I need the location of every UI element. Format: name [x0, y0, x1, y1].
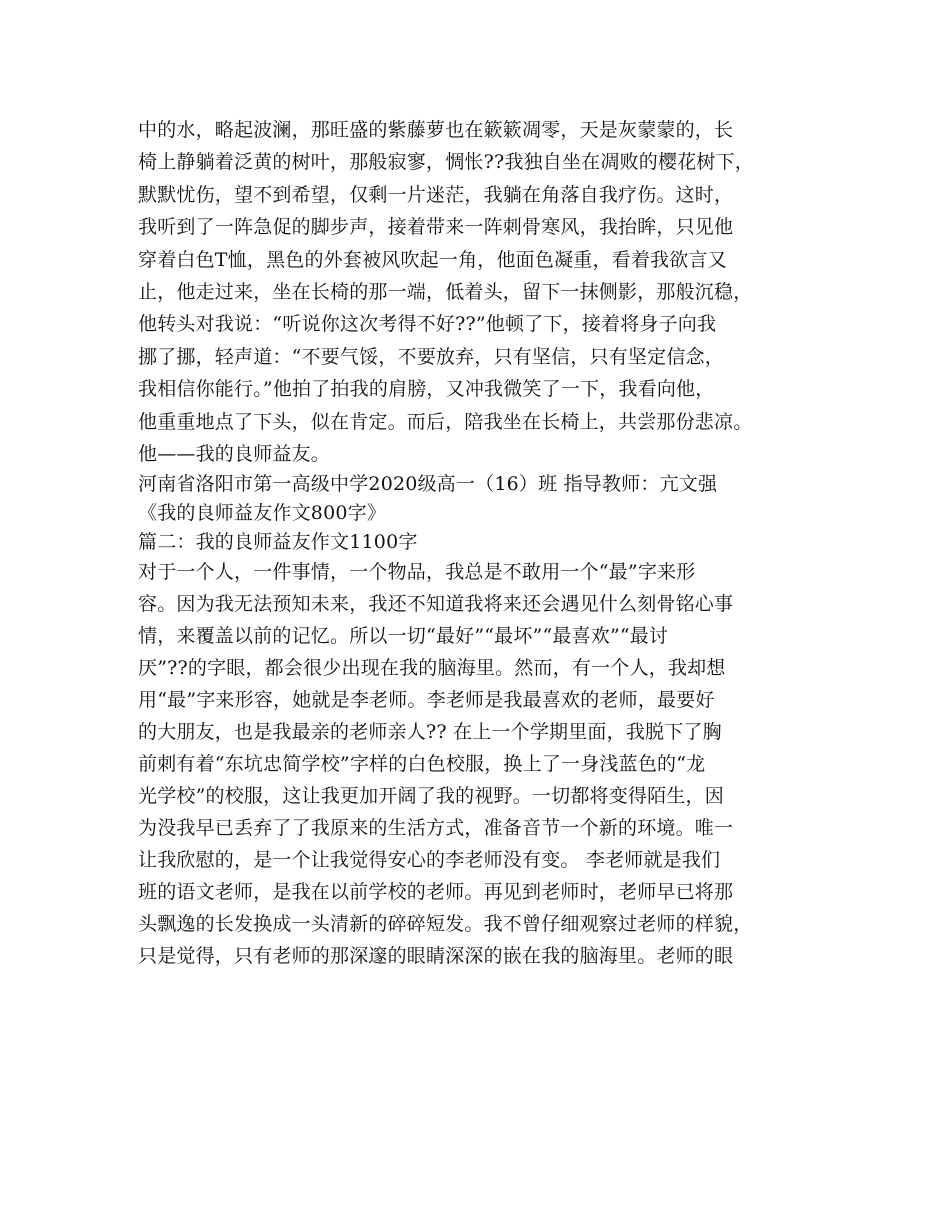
- text-line: 的大朋友，也是我最亲的老师亲人?? 在上一个学期里面，我脱下了胸: [138, 721, 722, 743]
- text-line: 我听到了一阵急促的脚步声，接着带来一阵刺骨寒风，我抬眸，只见他: [138, 216, 734, 238]
- text-line: 为没我早已丢弃了了我原来的生活方式，准备音节一个新的环境。唯一: [138, 817, 734, 839]
- text-line: 他——我的良师益友。: [138, 443, 331, 465]
- text-line: 头飘逸的长发换成一头清新的碎碎短发。我不曾仔细观察过老师的样貌，: [138, 913, 753, 935]
- section-heading: 篇二：我的良师益友作文1100字: [138, 531, 418, 553]
- text-line: 只是觉得，只有老师的那深邃的眼睛深深的嵌在我的脑海里。老师的眼: [138, 945, 734, 967]
- source-title: 《我的良师益友作文800字》: [138, 502, 387, 524]
- text-line: 对于一个人，一件事情，一个物品，我总是不敢用一个“最”字来形: [138, 561, 696, 583]
- text-line: 他重重地点了下头，似在肯定。而后，陪我坐在长椅上，共尝那份悲凉。: [138, 411, 753, 433]
- text-line: 班的语文老师，是我在以前学校的老师。再见到老师时，老师早已将那: [138, 881, 734, 903]
- text-line: 他转头对我说：“听说你这次考得不好??”他顿了下，接着将身子向我: [138, 313, 717, 335]
- text-line: 默默忧伤，望不到希望，仅剩一片迷茫，我躺在角落自我疗伤。这时，: [138, 184, 734, 206]
- text-line: 情，来覆盖以前的记忆。所以一切“最好”“最坏”“最喜欢”“最讨: [138, 625, 669, 647]
- text-line: 椅上静躺着泛黄的树叶，那般寂寥，惆怅??我独自坐在凋败的樱花树下，: [138, 151, 754, 173]
- text-line: 我相信你能行。”他拍了拍我的肩膀，又冲我微笑了一下，我看向他，: [138, 378, 715, 400]
- text-line: 前刺有着“东坑忠简学校”字样的白色校服，换上了一身浅蓝色的“龙: [138, 753, 706, 775]
- author-line: 河南省洛阳市第一高级中学2020级高一（16）班 指导教师：亢文强: [138, 473, 718, 495]
- text-line: 用“最”字来形容，她就是李老师。李老师是我最喜欢的老师，最要好: [138, 689, 715, 711]
- text-line: 让我欣慰的，是一个让我觉得安心的李老师没有变。 李老师就是我们: [138, 849, 721, 871]
- text-line: 止，他走过来，坐在长椅的那一端，低着头，留下一抹侧影，那般沉稳，: [138, 281, 753, 303]
- text-line: 容。因为我无法预知未来，我还不知道我将来还会遇见什么刻骨铭心事: [138, 593, 734, 615]
- text-line: 挪了挪，轻声道：“不要气馁，不要放弃，只有坚信，只有坚定信念，: [138, 346, 724, 368]
- text-line: 中的水，略起波澜，那旺盛的紫藤萝也在簌簌凋零，天是灰蒙蒙的，长: [138, 119, 734, 141]
- text-line: 厌”??的字眼，都会很少出现在我的脑海里。然而，有一个人，我却想: [138, 657, 726, 679]
- text-line: 光学校”的校服，这让我更加开阔了我的视野。一切都将变得陌生，因: [138, 785, 724, 807]
- text-line: 穿着白色T恤，黑色的外套被风吹起一角，他面色凝重，看着我欲言又: [138, 249, 727, 271]
